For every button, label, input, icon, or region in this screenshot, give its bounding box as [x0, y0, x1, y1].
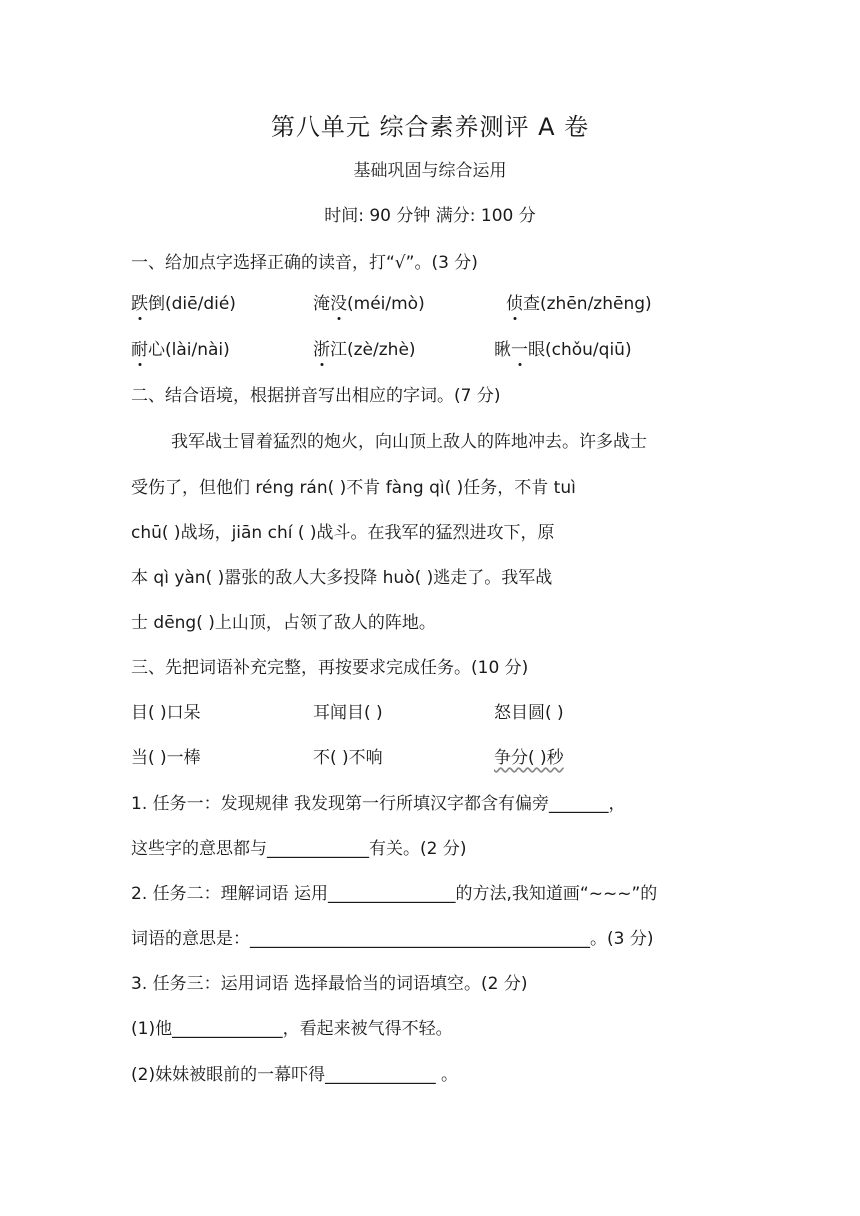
- page-subtitle: 基础巩固与综合运用: [353, 161, 507, 181]
- task1-line2: 这些字的意思都与____________有关。(2 分): [131, 839, 467, 859]
- dotted-char: 跌: [131, 294, 148, 314]
- pinyin-item-text: (méi/mò): [347, 294, 425, 314]
- section1-heading: 一、给加点字选择正确的读音，打“√”。(3 分): [131, 253, 478, 273]
- dotted-char: 侦: [506, 294, 523, 314]
- pinyin-item-text: 心(lài/nài): [148, 340, 230, 360]
- section3-heading: 三、先把词语补充完整，再按要求完成任务。(10 分): [131, 658, 529, 678]
- pinyin-item-1: [131, 296, 236, 313]
- pinyin-item-3: [506, 296, 652, 313]
- task2-line1: 2. 任务二：理解词语 运用_______________的方法,我知道画“~~~”的: [131, 884, 658, 904]
- task3-question-2: (2)妹妹被眼前的一幕吓得_____________ 。: [131, 1065, 458, 1085]
- exam-info: 时间: 90 分钟 满分: 100 分: [324, 206, 536, 226]
- dotted-char: 浙: [313, 340, 330, 360]
- item-char: 淹: [313, 294, 330, 314]
- dotted-char: 耐: [131, 340, 148, 360]
- task1-line1: 1. 任务一：发现规律 我发现第一行所填汉字都含有偏旁_______，: [131, 794, 626, 814]
- passage-line-1: 我军战士冒着猛烈的炮火，向山顶上敌人的阵地冲去。许多战士: [171, 432, 647, 452]
- passage-line-2: 受伤了，但他们 réng rán( )不肯 fàng qì( )任务，不肯 tuì: [131, 478, 576, 498]
- idiom-row2-item2: 不( )不响: [313, 748, 383, 768]
- task3-question-1: (1)他_____________，看起来被气得不轻。: [131, 1019, 453, 1039]
- pinyin-item-text: 江(zè/zhè): [330, 340, 416, 360]
- dotted-char: 没: [330, 294, 347, 314]
- idiom-row1-item1: 目( )口呆: [131, 703, 201, 723]
- passage-line-5: 士 dēng( )上山顶，占领了敌人的阵地。: [131, 613, 436, 633]
- idiom-row2-item1: 当( )一棒: [131, 748, 201, 768]
- passage-line-3: chū( )战场，jiān chí ( )战斗。在我军的猛烈进攻下，原: [131, 523, 555, 543]
- task2-line2: 词语的意思是：________________________________________。(3 分): [131, 929, 654, 949]
- pinyin-item-text: 查(zhēn/zhēng): [523, 294, 652, 314]
- idiom-row2-item3-wavy: 争分( )秒: [494, 748, 564, 768]
- passage-line-4: 本 qì yàn( )嚣张的敌人大多投降 huò( )逃走了。我军战: [131, 568, 553, 588]
- pinyin-item-4: [131, 342, 230, 359]
- dotted-char: 一: [511, 340, 528, 360]
- idiom-row1-item2: 耳闻目( ): [313, 703, 383, 723]
- task3-heading: 3. 任务三：运用词语 选择最恰当的词语填空。(2 分): [131, 974, 528, 994]
- pinyin-item-2: [313, 296, 425, 313]
- item-char: 瞅: [494, 340, 511, 360]
- page-title: 第八单元 综合素养测评 A 卷: [270, 113, 590, 141]
- idiom-row1-item3: 怒目圆( ): [494, 703, 564, 723]
- pinyin-item-text: 倒(diē/dié): [148, 294, 236, 314]
- pinyin-item-6: [494, 342, 632, 359]
- section2-heading: 二、结合语境，根据拼音写出相应的字词。(7 分): [131, 386, 501, 406]
- pinyin-item-5: [313, 342, 416, 359]
- pinyin-item-text: 眼(chǒu/qiū): [528, 340, 632, 360]
